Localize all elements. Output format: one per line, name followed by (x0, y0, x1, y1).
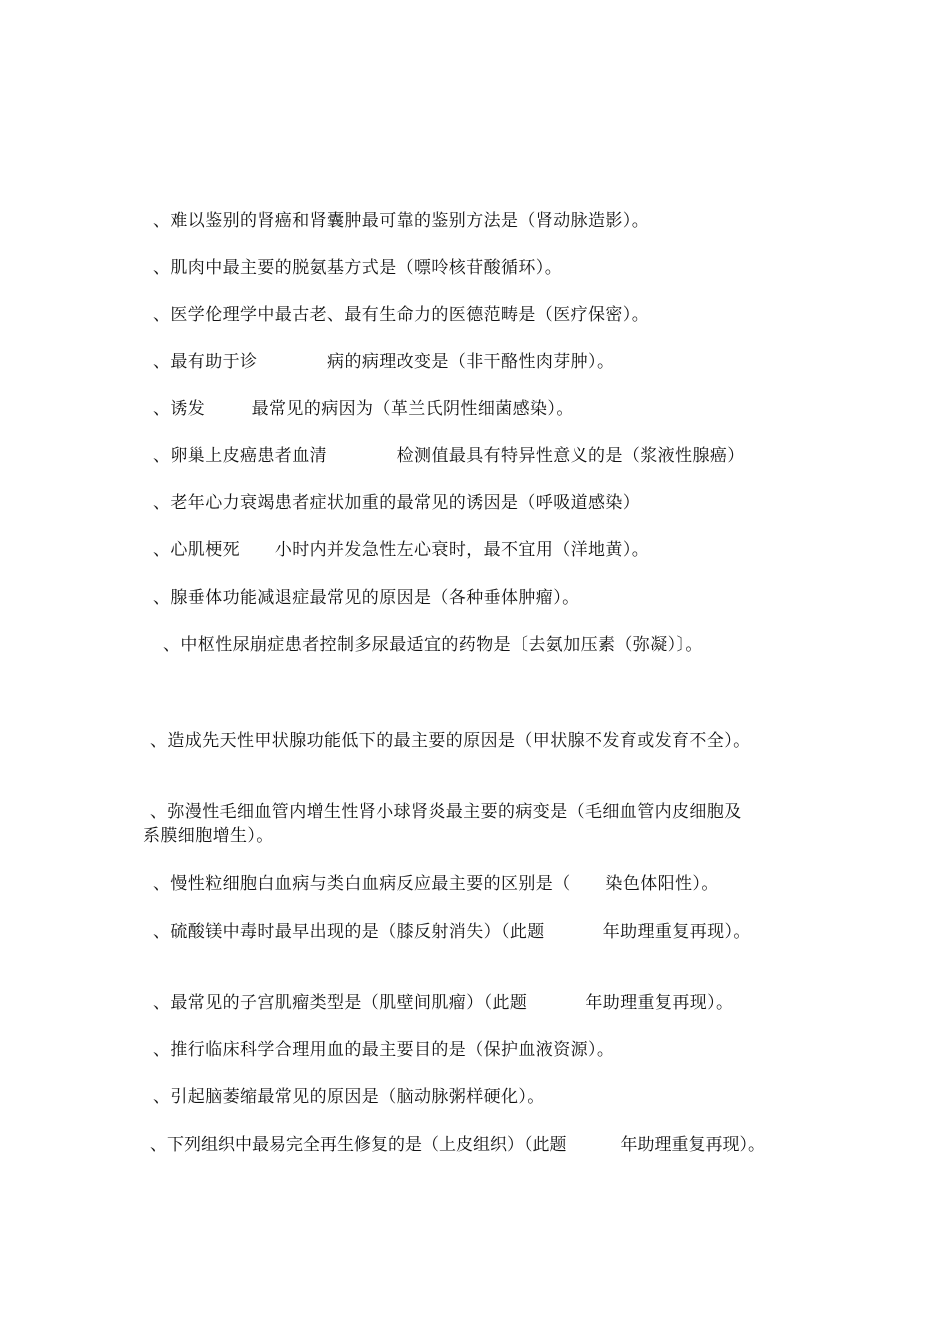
text-line-15: 、最常见的子宫肌瘤类型是（肌壁间肌瘤）（此题 年助理重复再现）。 (153, 993, 734, 1013)
text-line-10: 、中枢性尿崩症患者控制多尿最适宜的药物是〔去氨加压素（弥凝）〕。 (163, 635, 703, 655)
text-line-7: 、老年心力衰竭患者症状加重的最常见的诱因是（呼吸道感染） (153, 493, 641, 513)
text-line-3: 、医学伦理学中最古老、最有生命力的医德范畴是（医疗保密）。 (153, 305, 650, 325)
text-line-13: 、慢性粒细胞白血病与类白血病反应最主要的区别是（ 染色体阳性）。 (153, 874, 719, 894)
text-line-16: 、推行临床科学合理用血的最主要目的是（保护血液资源）。 (153, 1040, 615, 1060)
text-line-12-continued: 系膜细胞增生）。 (143, 826, 274, 846)
text-line-1: 、难以鉴别的肾癌和肾囊肿最可靠的鉴别方法是（肾动脉造影）。 (153, 211, 650, 231)
text-line-5: 、诱发 最常见的病因为（革兰氏阴性细菌感染）。 (153, 399, 574, 419)
text-line-11: 、造成先天性甲状腺功能低下的最主要的原因是（甲状腺不发育或发育不全）。 (150, 731, 751, 751)
text-line-17: 、引起脑萎缩最常见的原因是（脑动脉粥样硬化）。 (153, 1087, 545, 1107)
text-line-4: 、最有助于诊 病的病理改变是（非干酪性肉芽肿）。 (153, 352, 615, 372)
text-line-8: 、心肌梗死 小时内并发急性左心衰时，最不宜用（洋地黄）。 (153, 540, 650, 560)
text-line-2: 、肌肉中最主要的脱氨基方式是（嘌呤核苷酸循环）。 (153, 258, 563, 278)
text-line-12: 、弥漫性毛细血管内增生性肾小球肾炎最主要的病变是（毛细血管内皮细胞及 (150, 802, 742, 822)
text-line-14: 、硫酸镁中毒时最早出现的是（膝反射消失）（此题 年助理重复再现）。 (153, 922, 751, 942)
text-line-6: 、卵巢上皮癌患者血清 检测值最具有特异性意义的是（浆液性腺癌） (153, 446, 745, 466)
text-line-9: 、腺垂体功能减退症最常见的原因是（各种垂体肿瘤）。 (153, 588, 580, 608)
text-line-18: 、下列组织中最易完全再生修复的是（上皮组织）（此题 年助理重复再现）。 (150, 1135, 766, 1155)
